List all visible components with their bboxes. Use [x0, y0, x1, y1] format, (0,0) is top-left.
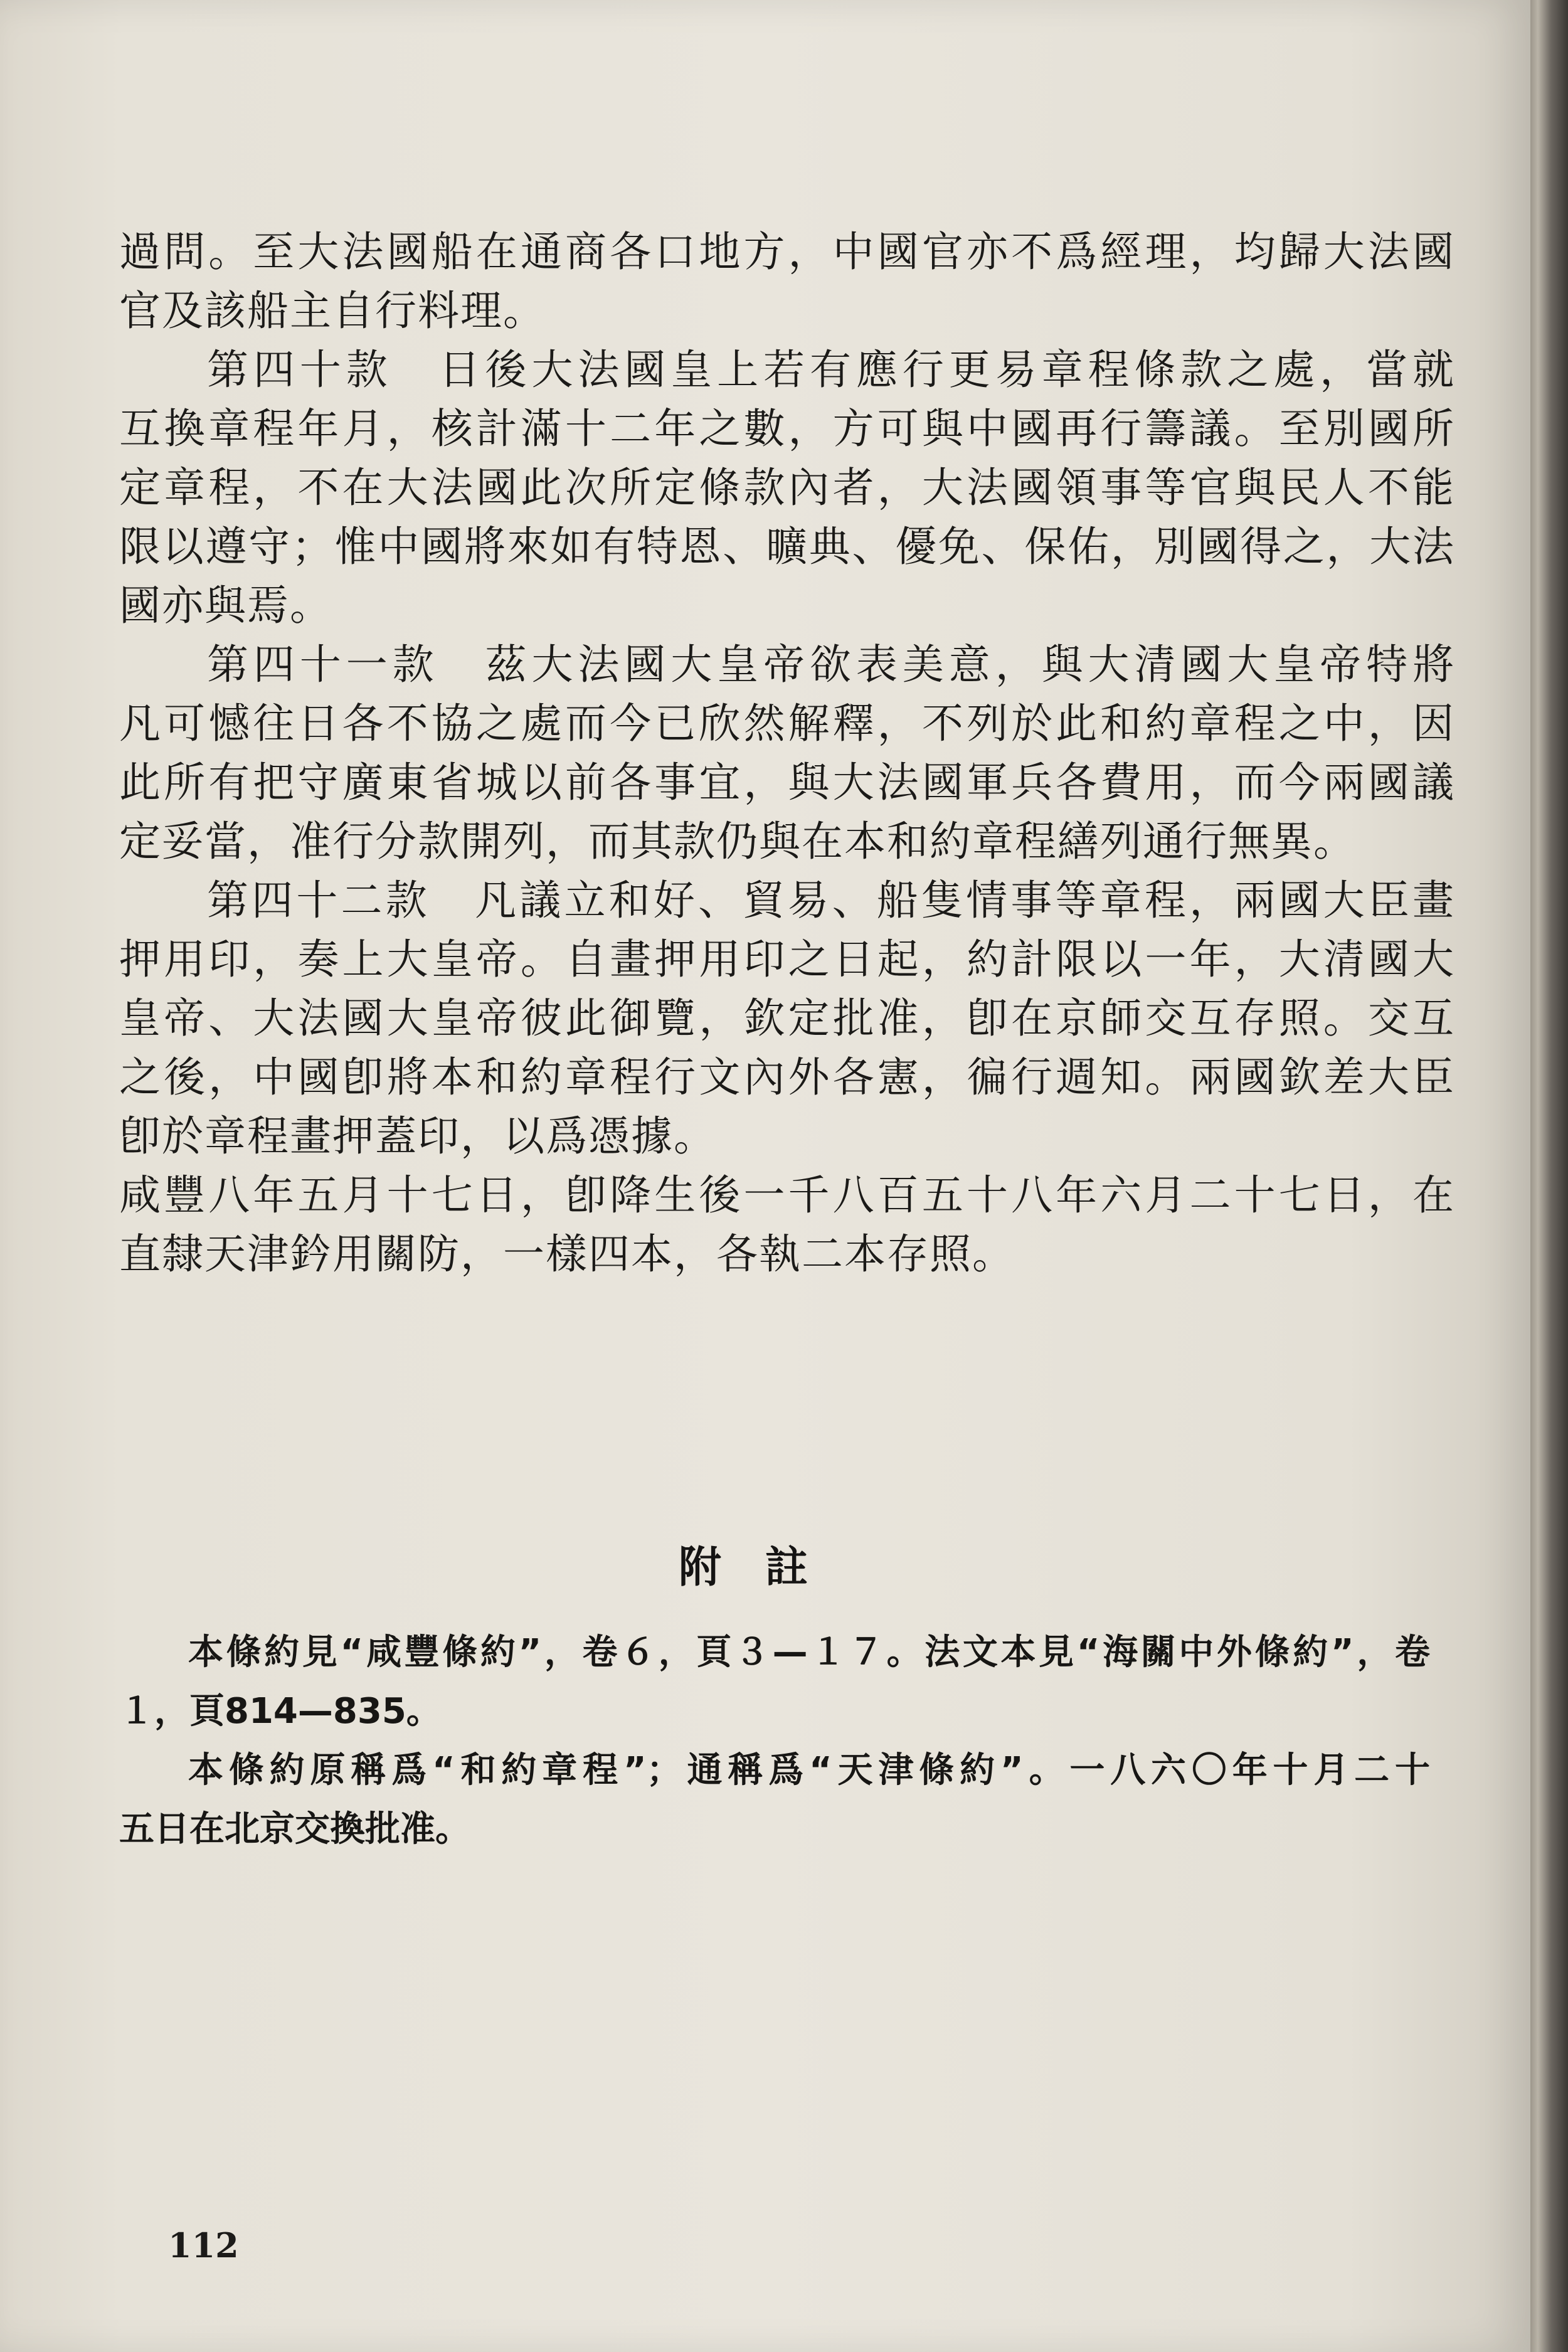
text-line: 國亦與焉。 [119, 581, 332, 630]
date-line: 咸豐八年五月十七日，卽降生後一千八百五十八年六月二十七日，在 [119, 1171, 1455, 1219]
article-41-heading-line: 第四十一款 茲大法國大皇帝欲表美意，與大清國大皇帝特將 [207, 640, 1455, 689]
text-line: 過問。至大法國船在通商各口地方，中國官亦不爲經理，均歸大法國 [119, 228, 1455, 276]
page-number: 112 [168, 2225, 239, 2265]
article-40-heading-line: 第四十款 日後大法國皇上若有應行更易章程條款之處，當就 [207, 346, 1455, 394]
note-2-line-2: 五日在北京交換批准。 [119, 1809, 470, 1850]
text-line: 凡可憾往日各不協之處而今已欣然解釋，不列於此和約章程之中，因 [119, 699, 1455, 748]
date-line: 直隸天津鈐用關防，一樣四本，各執二本存照。 [119, 1230, 1015, 1278]
text-line: 皇帝、大法國大皇帝彼此御覽，欽定批准，卽在京師交互存照。交互 [119, 994, 1455, 1042]
text-line: 押用印，奏上大皇帝。自畫押用印之日起，約計限以一年，大清國大 [119, 935, 1455, 983]
text-line: 定章程，不在大法國此次所定條款內者，大法國領事等官與民人不能 [119, 464, 1455, 512]
treaty-text [119, 223, 1455, 1284]
note-1-line-1: 本條約見“咸豐條約”，卷６，頁３—１７。法文本見“海關中外條約”，卷 [188, 1632, 1430, 1673]
note-1-line-2: １，頁814—835。 [119, 1691, 442, 1732]
text-line: 官及該船主自行料理。 [119, 287, 546, 335]
text-line: 此所有把守廣東省城以前各事宜，與大法國軍兵各費用，而今兩國議 [119, 758, 1455, 807]
book-spine-edge [1530, 0, 1568, 2352]
notes-heading: 附註 [678, 1543, 852, 1592]
text-line: 定妥當，准行分款開列，而其款仍與在本和約章程繕列通行無異。 [119, 817, 1356, 866]
text-line: 之後，中國卽將本和約章程行文內外各憲，徧行週知。兩國欽差大臣 [119, 1053, 1455, 1101]
text-line: 互換章程年月，核計滿十二年之數，方可與中國再行籌議。至別國所 [119, 405, 1455, 453]
text-line: 卽於章程畫押蓋印，以爲憑據。 [119, 1112, 716, 1160]
note-2-line-1: 本條約原稱爲“和約章程”；通稱爲“天津條約”。一八六〇年十月二十 [188, 1750, 1430, 1791]
article-42-heading-line: 第四十二款 凡議立和好、貿易、船隻情事等章程，兩國大臣畫 [207, 876, 1455, 924]
notes-section [119, 1623, 1430, 1859]
text-line: 限以遵守；惟中國將來如有特恩、曠典、優免、保佑，別國得之，大法 [119, 522, 1455, 571]
